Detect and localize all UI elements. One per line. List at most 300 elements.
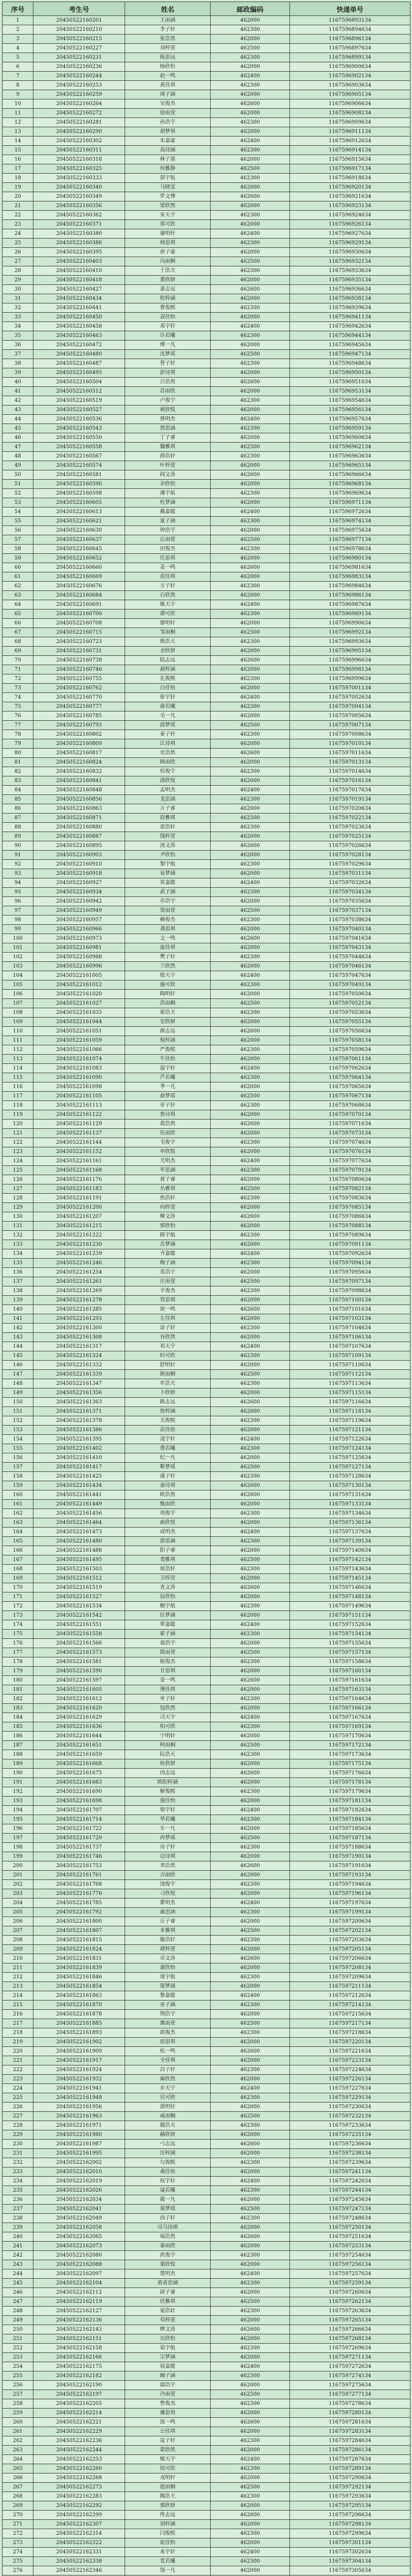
cell-postcode: 462300	[211, 637, 290, 647]
cell-exam-number: 20450522160652	[33, 554, 125, 563]
table-row	[3, 665, 410, 674]
table-row	[3, 545, 410, 554]
cell-postcode: 462000	[211, 2056, 290, 2065]
cell-tracking-number: 1167597173634	[290, 1750, 410, 1759]
cell-name: 梁欣然	[125, 201, 211, 211]
cell-index: 276	[3, 2566, 33, 2575]
cell-postcode: 462000	[211, 1268, 290, 1277]
table-row	[3, 582, 410, 591]
cell-postcode: 462300	[211, 2251, 290, 2260]
cell-name: 林子墨	[125, 155, 211, 164]
cell-postcode: 462400	[211, 2177, 290, 2186]
cell-exam-number: 20450522161581	[33, 1657, 125, 1667]
cell-postcode: 462000	[211, 1852, 290, 1861]
cell-postcode: 462300	[211, 2158, 290, 2167]
cell-name: 王雨涵	[125, 16, 211, 25]
cell-exam-number: 20450522161768	[33, 1880, 125, 1889]
cell-postcode: 462000	[211, 1871, 290, 1880]
cell-name: 甘思琪	[125, 1667, 211, 1676]
cell-postcode: 462300	[211, 2492, 290, 2501]
cell-postcode: 462000	[211, 1824, 290, 1834]
table-row	[3, 1926, 410, 1936]
cell-index: 194	[3, 1806, 33, 1815]
cell-postcode: 462000	[211, 925, 290, 934]
cell-exam-number: 20450522161386	[33, 1426, 125, 1435]
table-row	[3, 851, 410, 860]
cell-index: 66	[3, 619, 33, 628]
table-row	[3, 81, 410, 90]
cell-exam-number: 20450522161300	[33, 1324, 125, 1333]
cell-index: 10	[3, 99, 33, 109]
cell-index: 17	[3, 164, 33, 174]
cell-tracking-number: 1167597079134	[290, 1166, 410, 1175]
cell-name: 来宇轩	[125, 2548, 211, 2557]
cell-tracking-number: 1167597218634	[290, 2028, 410, 2038]
cell-exam-number: 20450522161683	[33, 1778, 125, 1787]
cell-name: 籍浩天	[125, 2121, 211, 2130]
cell-name: 郝梓涵	[125, 665, 211, 674]
cell-name: 植俊杰	[125, 1657, 211, 1667]
cell-index: 53	[3, 498, 33, 507]
cell-name: 佟志远	[125, 2511, 211, 2520]
cell-postcode: 462300	[211, 1509, 290, 1518]
cell-postcode: 462000	[211, 1222, 290, 1231]
cell-exam-number: 20450522161027	[33, 999, 125, 1008]
cell-name: 叶梓萱	[125, 461, 211, 470]
cell-tracking-number: 1167596942634	[290, 322, 410, 331]
cell-exam-number: 20450522160290	[33, 127, 125, 137]
cell-name: 姚天宇	[125, 600, 211, 609]
cell-tracking-number: 1167597280134	[290, 2409, 410, 2418]
cell-name: 底佳怡	[125, 2538, 211, 2548]
cell-index: 225	[3, 2093, 33, 2103]
table-row	[3, 350, 410, 359]
cell-postcode: 462300	[211, 1787, 290, 1797]
cell-name: 尤明杰	[125, 1157, 211, 1166]
cell-tracking-number: 1167597050634	[290, 990, 410, 999]
cell-postcode: 462000	[211, 1110, 290, 1120]
cell-index: 88	[3, 823, 33, 832]
cell-tracking-number: 1167596905134	[290, 90, 410, 99]
table-row	[3, 1073, 410, 1082]
cell-name: 贾思涵	[125, 424, 211, 433]
cell-index: 222	[3, 2065, 33, 2075]
cell-index: 83	[3, 776, 33, 786]
cell-postcode: 462300	[211, 2344, 290, 2353]
table-row	[3, 758, 410, 767]
cell-index: 161	[3, 1500, 33, 1509]
cell-postcode: 462400	[211, 137, 290, 146]
cell-exam-number: 20450522161746	[33, 1852, 125, 1861]
table-row	[3, 1490, 410, 1500]
table-row	[3, 2047, 410, 2056]
cell-tracking-number: 1167597295134	[290, 2501, 410, 2511]
cell-index: 79	[3, 739, 33, 749]
table-row	[3, 405, 410, 415]
table-row	[3, 674, 410, 684]
cell-exam-number: 20450522161573	[33, 1648, 125, 1657]
cell-tracking-number: 1167596968134	[290, 480, 410, 489]
cell-index: 264	[3, 2455, 33, 2464]
cell-postcode: 462000	[211, 2130, 290, 2140]
cell-exam-number: 20450522160981	[33, 943, 125, 953]
cell-exam-number: 20450522160264	[33, 99, 125, 109]
cell-exam-number: 20450522160536	[33, 415, 125, 424]
cell-tracking-number: 1167596903634	[290, 81, 410, 90]
cell-postcode: 462300	[211, 303, 290, 313]
cell-postcode: 462300	[211, 1602, 290, 1611]
cell-name: 黄佳琪	[125, 81, 211, 90]
cell-index: 25	[3, 239, 33, 248]
table-row	[3, 1286, 410, 1296]
cell-postcode: 462600	[211, 1212, 290, 1222]
cell-tracking-number: 1167597166134	[290, 1704, 410, 1713]
cell-exam-number: 20450522162127	[33, 2307, 125, 2316]
cell-tracking-number: 1167597040134	[290, 925, 410, 934]
cell-name: 莫浩宇	[125, 1268, 211, 1277]
cell-index: 19	[3, 183, 33, 192]
cell-tracking-number: 1167597016134	[290, 776, 410, 786]
cell-index: 237	[3, 2205, 33, 2214]
cell-exam-number: 20450522160793	[33, 721, 125, 730]
table-row	[3, 2409, 410, 2418]
cell-name: 宗梦涵	[125, 2353, 211, 2362]
cell-tracking-number: 1167597133134	[290, 1500, 410, 1509]
cell-postcode: 462400	[211, 1528, 290, 1537]
cell-postcode: 462400	[211, 693, 290, 702]
cell-postcode: 462300	[211, 2186, 290, 2195]
cell-postcode: 462000	[211, 1333, 290, 1342]
cell-index: 272	[3, 2529, 33, 2538]
cell-exam-number: 20450522161005	[33, 971, 125, 980]
cell-index: 89	[3, 832, 33, 841]
cell-name: 卓文涛	[125, 1954, 211, 1963]
table-row	[3, 2529, 410, 2538]
cell-name: 赫欣妍	[125, 2130, 211, 2140]
cell-index: 239	[3, 2223, 33, 2232]
cell-index: 195	[3, 1815, 33, 1824]
cell-exam-number: 20450522160480	[33, 350, 125, 359]
cell-index: 103	[3, 962, 33, 971]
cell-exam-number: 20450522160395	[33, 248, 125, 257]
cell-index: 202	[3, 1880, 33, 1889]
cell-tracking-number: 1167596939634	[290, 303, 410, 313]
cell-postcode: 462000	[211, 758, 290, 767]
table-row	[3, 2149, 410, 2158]
cell-tracking-number: 1167596921634	[290, 192, 410, 201]
table-row	[3, 359, 410, 368]
table-row	[3, 1333, 410, 1342]
cell-index: 120	[3, 1120, 33, 1129]
cell-postcode: 462000	[211, 1667, 290, 1676]
cell-name: 祁天宇	[125, 1342, 211, 1351]
cell-postcode: 462500	[211, 1092, 290, 1101]
cell-name: 牛佳怡	[125, 1055, 211, 1064]
table-row	[3, 239, 410, 248]
cell-name: 耿雨桐	[125, 1370, 211, 1379]
cell-name: 邬梦涵	[125, 1982, 211, 1991]
cell-tracking-number: 1167597206634	[290, 1954, 410, 1963]
cell-name: 关俊熙	[125, 1416, 211, 1426]
cell-tracking-number: 1167597217134	[290, 2019, 410, 2028]
cell-tracking-number: 1167597160134	[290, 1667, 410, 1676]
cell-postcode: 462000	[211, 591, 290, 600]
cell-name: 刁欣悦	[125, 1889, 211, 1899]
table-row	[3, 90, 410, 99]
cell-tracking-number: 1167597199134	[290, 1908, 410, 1917]
cell-index: 141	[3, 1314, 33, 1324]
cell-tracking-number: 1167597034134	[290, 888, 410, 897]
cell-name: 荆浩宇	[125, 2010, 211, 2019]
cell-postcode: 462000	[211, 405, 290, 415]
cell-exam-number: 20450522161870	[33, 2001, 125, 2010]
cell-exam-number: 20450522161558	[33, 1630, 125, 1639]
table-row	[3, 1973, 410, 1982]
table-row	[3, 925, 410, 934]
cell-exam-number: 20450522160630	[33, 526, 125, 535]
cell-name: 苏雨欣	[125, 387, 211, 396]
cell-postcode: 462500	[211, 1834, 290, 1843]
cell-postcode: 462000	[211, 2167, 290, 2177]
cell-index: 15	[3, 146, 33, 155]
cell-postcode: 462300	[211, 980, 290, 990]
cell-exam-number: 20450522161059	[33, 1036, 125, 1045]
cell-index: 44	[3, 415, 33, 424]
cell-name: 阎文涛	[125, 470, 211, 480]
cell-postcode: 462300	[211, 489, 290, 498]
cell-name: 邓宇轩	[125, 322, 211, 331]
cell-name: 吉雨欣	[125, 1871, 211, 1880]
cell-tracking-number: 1167597194634	[290, 1880, 410, 1889]
cell-tracking-number: 1167597137634	[290, 1528, 410, 1537]
cell-postcode: 462000	[211, 1546, 290, 1555]
cell-postcode: 462000	[211, 2409, 290, 2418]
cell-index: 140	[3, 1305, 33, 1314]
cell-exam-number: 20450522160463	[33, 331, 125, 341]
cell-postcode: 462500	[211, 1741, 290, 1750]
cell-name: 隗浩天	[125, 2492, 211, 2501]
cell-exam-number: 20450522160427	[33, 285, 125, 294]
cell-index: 130	[3, 1212, 33, 1222]
cell-name: 柯雨桐	[125, 1741, 211, 1750]
cell-name: 游思涵	[125, 1537, 211, 1546]
cell-exam-number: 20450522160227	[33, 44, 125, 53]
table-row	[3, 507, 410, 517]
cell-index: 205	[3, 1908, 33, 1917]
cell-index: 30	[3, 285, 33, 294]
cell-exam-number: 20450522160762	[33, 684, 125, 693]
cell-index: 245	[3, 2279, 33, 2288]
cell-exam-number: 20450522161293	[33, 1314, 125, 1324]
cell-exam-number: 20450522160567	[33, 452, 125, 461]
cell-exam-number: 20450522161566	[33, 1639, 125, 1648]
cell-postcode: 462300	[211, 2093, 290, 2103]
cell-exam-number: 20450522162080	[33, 2251, 125, 2260]
table-row	[3, 1537, 410, 1546]
cell-exam-number: 20450522160613	[33, 507, 125, 517]
cell-postcode: 462000	[211, 2538, 290, 2548]
cell-postcode: 462000	[211, 1685, 290, 1694]
cell-tracking-number: 1167597287634	[290, 2455, 410, 2464]
cell-index: 271	[3, 2520, 33, 2529]
cell-name: 缪文涛	[125, 2325, 211, 2334]
cell-index: 196	[3, 1824, 33, 1834]
cell-exam-number: 20450522162136	[33, 2316, 125, 2325]
cell-exam-number: 20450522162104	[33, 2279, 125, 2288]
cell-index: 217	[3, 2019, 33, 2028]
cell-name: 陈思远	[125, 53, 211, 62]
cell-index: 166	[3, 1546, 33, 1555]
cell-index: 8	[3, 81, 33, 90]
cell-postcode: 462300	[211, 2464, 290, 2473]
cell-postcode: 462400	[211, 2084, 290, 2093]
cell-exam-number: 20450522161776	[33, 1889, 125, 1899]
table-row	[3, 711, 410, 721]
cell-name: 易梦涵	[125, 869, 211, 878]
cell-exam-number: 20450522161690	[33, 1787, 125, 1797]
cell-exam-number: 20450522161971	[33, 2121, 125, 2130]
cell-exam-number: 20450522162229	[33, 2427, 125, 2436]
cell-index: 243	[3, 2260, 33, 2269]
cell-name: 金欣妍	[125, 647, 211, 656]
cell-postcode: 462300	[211, 1444, 290, 1453]
table-row	[3, 2288, 410, 2297]
cell-name: 丛雅琪	[125, 1184, 211, 1194]
table-row	[3, 1991, 410, 2001]
cell-exam-number: 20450522162151	[33, 2334, 125, 2344]
cell-tracking-number: 1167597077634	[290, 1157, 410, 1166]
cell-tracking-number: 1167597257634	[290, 2269, 410, 2279]
cell-exam-number: 20450522161659	[33, 1750, 125, 1759]
cell-name: 栗欣悦	[125, 2260, 211, 2269]
cell-exam-number: 20450522161261	[33, 1277, 125, 1286]
cell-tracking-number: 1167597289134	[290, 2464, 410, 2473]
cell-postcode: 462600	[211, 934, 290, 943]
cell-tracking-number: 1167597208134	[290, 1963, 410, 1973]
cell-exam-number: 20450522161222	[33, 1231, 125, 1240]
table-row	[3, 1138, 410, 1147]
cell-name: 滑明轩	[125, 2103, 211, 2112]
cell-tracking-number: 1167596993634	[290, 637, 410, 647]
cell-tracking-number: 1167596920134	[290, 183, 410, 192]
cell-postcode: 462000	[211, 498, 290, 507]
cell-name: 曲欣悦	[125, 1518, 211, 1528]
cell-exam-number: 20450522160848	[33, 786, 125, 795]
cell-index: 106	[3, 990, 33, 999]
cell-postcode: 462300	[211, 331, 290, 341]
cell-exam-number: 20450522161278	[33, 1296, 125, 1305]
cell-postcode: 462500	[211, 628, 290, 637]
cell-tracking-number: 1167597073134	[290, 1129, 410, 1138]
cell-index: 36	[3, 341, 33, 350]
table-row	[3, 489, 410, 498]
cell-tracking-number: 1167596980134	[290, 554, 410, 563]
table-row	[3, 2464, 410, 2473]
cell-exam-number: 20450522161963	[33, 2112, 125, 2121]
cell-exam-number: 20450522162119	[33, 2297, 125, 2307]
cell-tracking-number: 1167597292134	[290, 2483, 410, 2492]
table-row	[3, 1045, 410, 1055]
cell-postcode: 462000	[211, 1797, 290, 1806]
cell-postcode: 462600	[211, 1027, 290, 1036]
cell-name: 贝欣怡	[125, 2334, 211, 2344]
cell-exam-number: 20450522161020	[33, 990, 125, 999]
cell-postcode: 462300	[211, 953, 290, 962]
cell-exam-number: 20450522162283	[33, 2492, 125, 2501]
table-row	[3, 1212, 410, 1222]
cell-index: 2	[3, 25, 33, 35]
cell-tracking-number: 1167597062634	[290, 1064, 410, 1073]
cell-index: 27	[3, 257, 33, 266]
cell-name: 樊子轩	[125, 953, 211, 962]
table-row	[3, 1982, 410, 1991]
cell-tracking-number: 1167596956134	[290, 405, 410, 415]
cell-tracking-number: 1167597097134	[290, 1277, 410, 1286]
cell-exam-number: 20450522160605	[33, 498, 125, 507]
cell-index: 41	[3, 387, 33, 396]
table-row	[3, 35, 410, 44]
cell-exam-number: 20450522160856	[33, 795, 125, 804]
cell-tracking-number: 1167597052134	[290, 999, 410, 1008]
cell-tracking-number: 1167597142134	[290, 1555, 410, 1565]
table-row	[3, 2121, 410, 2130]
cell-index: 112	[3, 1045, 33, 1055]
cell-exam-number: 20450522161230	[33, 1240, 125, 1249]
table-row	[3, 878, 410, 888]
cell-index: 256	[3, 2381, 33, 2390]
table-row	[3, 2362, 410, 2371]
cell-tracking-number: 1167597028134	[290, 851, 410, 860]
cell-index: 55	[3, 517, 33, 526]
cell-name: 华若曦	[125, 1815, 211, 1824]
cell-tracking-number: 1167596896134	[290, 35, 410, 44]
table-row	[3, 2084, 410, 2093]
cell-index: 174	[3, 1620, 33, 1630]
cell-index: 49	[3, 461, 33, 470]
cell-name: 戎明轩	[125, 2473, 211, 2483]
cell-index: 179	[3, 1667, 33, 1676]
cell-exam-number: 20450522161651	[33, 1741, 125, 1750]
cell-name: 柳文涛	[125, 1212, 211, 1222]
cell-name: 侯俊宇	[125, 767, 211, 776]
cell-tracking-number: 1167597152634	[290, 1620, 410, 1630]
cell-exam-number: 20450522160543	[33, 424, 125, 433]
cell-index: 252	[3, 2344, 33, 2353]
cell-postcode: 462000	[211, 35, 290, 44]
cell-tracking-number: 1167597260634	[290, 2288, 410, 2297]
cell-exam-number: 20450522160581	[33, 470, 125, 480]
cell-postcode: 462000	[211, 2223, 290, 2232]
cell-postcode: 462000	[211, 2473, 290, 2483]
cell-exam-number: 20450522160441	[33, 303, 125, 313]
cell-exam-number: 20450522160281	[33, 118, 125, 127]
cell-index: 247	[3, 2297, 33, 2307]
cell-exam-number: 20450522161239	[33, 1249, 125, 1259]
table-row	[3, 183, 410, 192]
cell-exam-number: 20450522162205	[33, 2399, 125, 2409]
cell-tracking-number: 1167596915634	[290, 155, 410, 164]
cell-postcode: 462600	[211, 2232, 290, 2242]
cell-exam-number: 20450522161527	[33, 1592, 125, 1602]
cell-index: 167	[3, 1555, 33, 1565]
cell-tracking-number: 1167597043134	[290, 943, 410, 953]
cell-index: 206	[3, 1917, 33, 1926]
cell-exam-number: 20450522161534	[33, 1602, 125, 1611]
table-row	[3, 2520, 410, 2529]
cell-name: 倪梓涵	[125, 1036, 211, 1045]
cell-index: 149	[3, 1388, 33, 1398]
cell-exam-number: 20450522160574	[33, 461, 125, 470]
